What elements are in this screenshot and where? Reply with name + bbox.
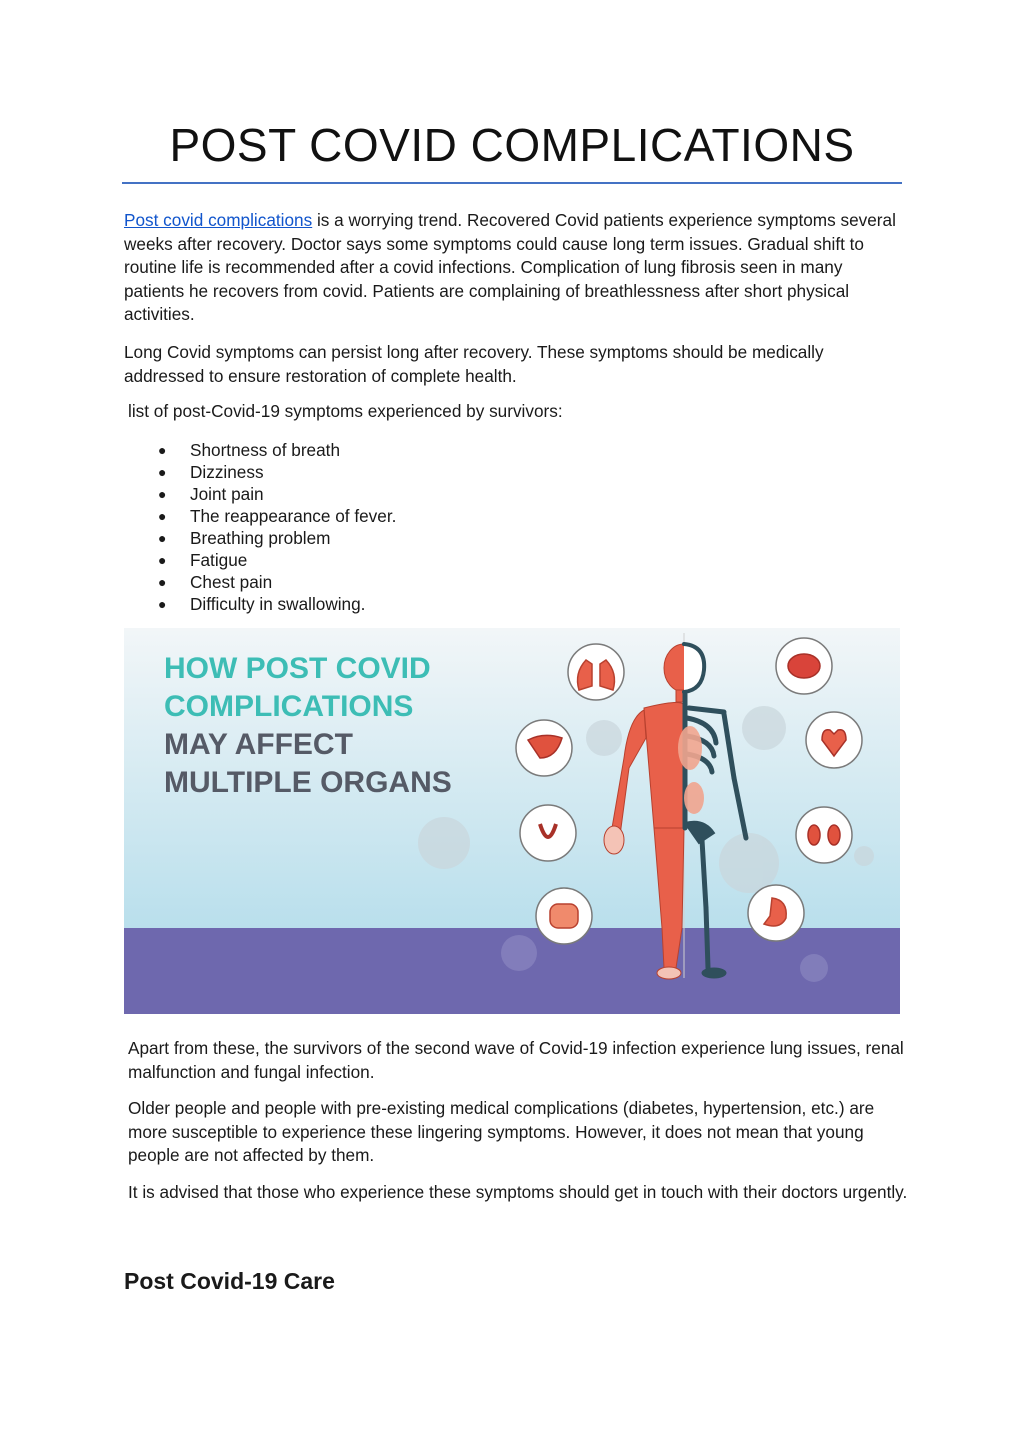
organs-infographic [124,628,900,1014]
older-people-paragraph: Older people and people with pre-existing medical complications (diabetes, hypertension, etc.) are more susceptible to experience these lingering symptoms. However, it does not mean that young people are not affected by them. [128,1098,875,1165]
bullet-icon: ● [158,596,167,612]
symptoms-list-intro: list of post-Covid-19 symptoms experienced by survivors: [128,401,563,421]
infographic-heading-line-3: MAY AFFECT [164,728,353,761]
list-item: ● Chest pain [158,572,273,592]
post-covid-complications-link[interactable]: Post covid complications [124,210,313,230]
heart-icon [806,712,862,768]
page-title: POST COVID COMPLICATIONS [169,119,855,171]
brain-icon [776,638,832,694]
bullet-icon: ● [158,442,167,458]
list-item: ● The reappearance of fever. [158,506,397,526]
bullet-icon: ● [158,464,167,480]
symptoms-list [124,439,396,615]
bullet-icon: ● [158,552,167,568]
section-heading-post-covid-care: Post Covid-19 Care [124,1268,335,1294]
bullet-icon: ● [158,486,167,502]
bullet-icon: ● [158,508,167,524]
bullet-icon: ● [158,574,167,590]
long-covid-paragraph: Long Covid symptoms can persist long after recovery. These symptoms should be medically addressed to ensure restoration of complete health. [124,342,824,386]
list-item: ● Shortness of breath [158,440,341,460]
kidneys-icon [796,807,852,863]
second-wave-paragraph: Apart from these, the survivors of the second wave of Covid-19 infection experience lung issues, renal malfunction and fungal infection. [128,1038,904,1082]
infographic-heading-line-4: MULTIPLE ORGANS [164,766,452,799]
bullet-icon: ● [158,530,167,546]
intro-text: is a worrying trend. Recovered Covid patients experience symptoms several weeks after recovery. Doctor says some symptoms could cause long term issues. Gradual shift to routine life is recommended after a covid infections. Complication of lung fibrosis seen in many patients he recovers from covid. Patients are complaining of breathlessness after short physical activities. [124,210,896,324]
list-item: ● Difficulty in swallowing. [158,594,366,614]
liver-icon [516,720,572,776]
list-item: ● Fatigue [158,550,248,570]
title-underline [122,182,902,184]
intro-paragraph [124,209,904,327]
infographic-heading-line-1: HOW POST COVID [164,652,431,685]
intestines-icon [536,888,592,944]
lungs-icon [568,644,624,700]
uterus-icon [520,805,576,861]
stomach-icon [748,885,804,941]
infographic-heading-line-2: COMPLICATIONS [164,690,414,723]
list-item: ● Breathing problem [158,528,331,548]
list-item: ● Dizziness [158,462,264,482]
list-item: ● Joint pain [158,484,264,504]
advice-paragraph: It is advised that those who experience these symptoms should get in touch with their doctors urgently. [128,1182,908,1202]
